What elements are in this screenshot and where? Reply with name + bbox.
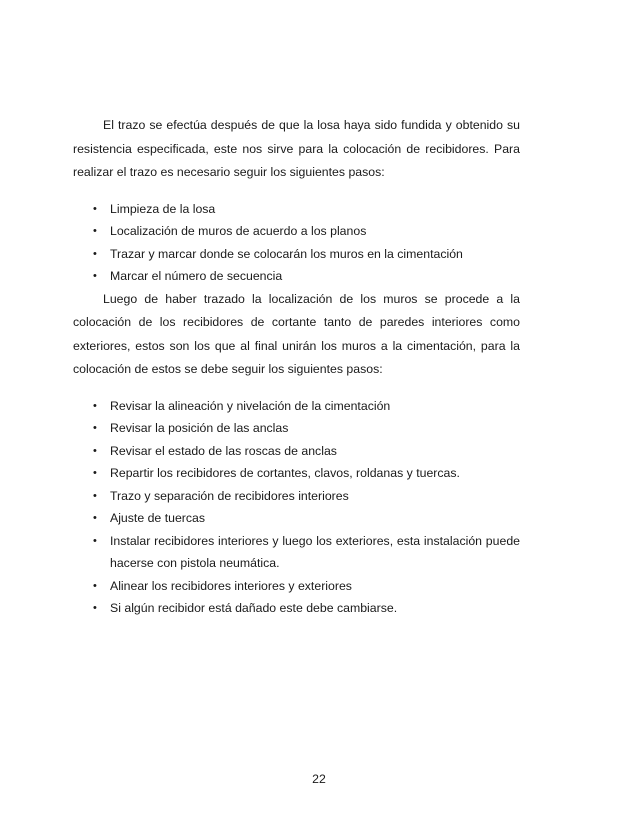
list-item-text: Revisar el estado de las roscas de anclas — [110, 443, 337, 458]
bullet-icon: • — [93, 247, 97, 260]
list-item — [73, 265, 520, 288]
bullet-icon: • — [93, 534, 97, 547]
list-item-text: Localización de muros de acuerdo a los planos — [110, 224, 367, 238]
bullet-icon: • — [93, 225, 97, 237]
bullet-icon: • — [93, 422, 97, 434]
bullet-icon: • — [93, 512, 97, 524]
list-item — [73, 417, 520, 440]
bullet-icon: • — [93, 467, 97, 479]
page-number: 22 — [312, 772, 326, 786]
list-item — [73, 530, 520, 575]
list-item — [73, 440, 520, 463]
list-item-text: Trazar y marcar donde se colocarán los muros en la cimentación — [110, 246, 463, 261]
list-item — [73, 597, 520, 620]
bullet-icon: • — [93, 202, 97, 215]
list-item — [73, 220, 520, 243]
bullet-list-recibidores-steps — [73, 395, 520, 620]
bullet-icon: • — [93, 579, 97, 592]
bullet-list-trazo-steps — [73, 198, 520, 288]
list-item-text: Revisar la posición de las anclas — [110, 421, 289, 435]
list-item — [73, 243, 520, 266]
recibidores-paragraph: Luego de haber trazado la localización de los muros se procede a la colocación de los recibidores de cortante tanto de paredes interiores como exteriores, estos son los que al final unirán los muros a la cimentación, para la colocación de estos se debe seguir los siguientes pasos: — [73, 291, 520, 376]
list-item — [73, 462, 520, 485]
list-item-text: Repartir los recibidores de cortantes, clavos, roldanas y tuercas. — [110, 466, 460, 480]
list-item-text: Marcar el número de secuencia — [110, 269, 283, 283]
list-item — [73, 395, 520, 418]
list-item-text: Instalar recibidores interiores y luego los exteriores, esta instalación puede hacerse con pistola neumática. — [110, 533, 520, 570]
bullet-icon: • — [93, 602, 97, 614]
list-item — [73, 198, 520, 221]
bullet-icon: • — [93, 489, 97, 502]
list-item-text: Limpieza de la losa — [110, 201, 216, 216]
bullet-icon: • — [93, 270, 97, 282]
list-item — [73, 507, 520, 530]
list-item — [73, 575, 520, 598]
intro-paragraph: El trazo se efectúa después de que la losa haya sido fundida y obtenido su resistencia especificada, este nos sirve para la colocación de recibidores. Para realizar el trazo es necesario seguir los siguientes pasos: — [73, 118, 520, 179]
list-item-text: Revisar la alineación y nivelación de la cimentación — [110, 398, 391, 413]
list-item-text: Trazo y separación de recibidores interiores — [110, 488, 349, 503]
bullet-icon: • — [93, 399, 97, 412]
list-item — [73, 485, 520, 508]
list-item-text: Ajuste de tuercas — [110, 511, 206, 525]
list-item-text: Si algún recibidor está dañado este debe cambiarse. — [110, 601, 398, 615]
page-body — [73, 114, 520, 620]
list-item-text: Alinear los recibidores interiores y exteriores — [110, 578, 352, 593]
bullet-icon: • — [93, 444, 97, 457]
